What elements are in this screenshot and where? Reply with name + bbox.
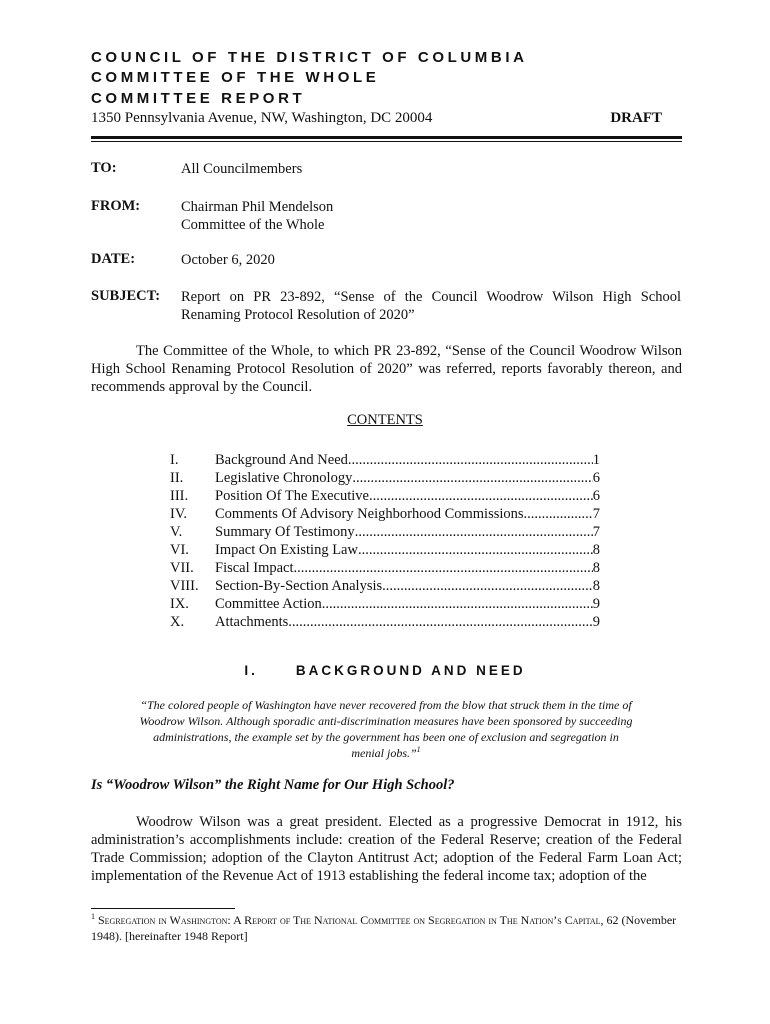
report-type: COMMITTEE REPORT bbox=[91, 90, 306, 107]
toc-leader-dots bbox=[322, 595, 593, 613]
toc-item[interactable] bbox=[170, 541, 600, 559]
footnote-detail: , 62 (November 1948). [hereinafter 1948 Report] bbox=[91, 913, 677, 943]
toc-item-title: Section-By-Section Analysis bbox=[215, 578, 383, 594]
section-title: BACKGROUND AND NEED bbox=[295, 663, 526, 678]
toc-item[interactable] bbox=[170, 523, 600, 541]
toc-item-page: 7 bbox=[592, 524, 600, 540]
council-title: COUNCIL OF THE DISTRICT OF COLUMBIA bbox=[91, 49, 528, 66]
date-label: DATE: bbox=[91, 251, 136, 267]
toc-item-page: 8 bbox=[592, 578, 600, 594]
footnote bbox=[91, 912, 682, 944]
toc-leader-dots bbox=[369, 487, 593, 505]
quote-text: “The colored people of Washington have never recovered from the blow that struck them in the time of Woodrow Wilson. Although sporadic anti-discrimination measures have been sponsored by succeeding administrations, the example set by the government has been one of exclusion and segregation in menial jobs.” bbox=[139, 698, 633, 760]
to-value: All Councilmembers bbox=[181, 161, 303, 177]
toc-leader-dots bbox=[355, 523, 593, 541]
toc-item-page: 9 bbox=[592, 614, 600, 630]
to-label: TO: bbox=[91, 160, 117, 176]
toc-item-number: VI. bbox=[170, 542, 189, 558]
from-label: FROM: bbox=[91, 198, 141, 214]
toc-leader-dots bbox=[524, 505, 593, 523]
footnote-source: Segregation in Washington: A Report of The National Committee on Segregation in The Nation’s Capital bbox=[98, 913, 601, 927]
toc-item-page: 8 bbox=[592, 542, 600, 558]
draft-label: DRAFT bbox=[610, 110, 662, 126]
toc-item-title: Summary Of Testimony bbox=[215, 524, 355, 540]
toc-item[interactable] bbox=[170, 613, 600, 631]
toc-item-number: I. bbox=[170, 452, 179, 468]
toc-item-number: IV. bbox=[170, 506, 188, 522]
toc-item-title: Background And Need bbox=[215, 452, 348, 468]
toc-item-number: II. bbox=[170, 470, 184, 486]
toc-item-title: Legislative Chronology bbox=[215, 470, 353, 486]
toc-item[interactable] bbox=[170, 559, 600, 577]
intro-paragraph: The Committee of the Whole, to which PR 23-892, “Sense of the Council Woodrow Wilson High School Renaming Protocol Resolution of 2020” was referred, reports favorably thereon, and recommends approval by the Council. bbox=[91, 343, 682, 395]
subheading: Is “Woodrow Wilson” the Right Name for Our High School? bbox=[91, 777, 455, 793]
header-rule-thin bbox=[91, 141, 682, 142]
toc-item[interactable] bbox=[170, 451, 600, 469]
header-rule-thick bbox=[91, 136, 682, 139]
toc-item-number: VII. bbox=[170, 560, 194, 576]
toc-leader-dots bbox=[348, 451, 593, 469]
toc-item-page: 6 bbox=[592, 488, 600, 504]
toc-item-number: IX. bbox=[170, 596, 189, 612]
toc-item[interactable] bbox=[170, 487, 600, 505]
toc-item-page: 7 bbox=[592, 506, 600, 522]
toc-leader-dots bbox=[352, 469, 592, 487]
toc-item-title: Comments Of Advisory Neighborhood Commissions bbox=[215, 506, 524, 522]
subject-value: Report on PR 23-892, “Sense of the Council Woodrow Wilson High School Renaming Protocol Resolution of 2020” bbox=[181, 289, 681, 323]
toc-item[interactable] bbox=[170, 505, 600, 523]
table-of-contents bbox=[170, 451, 600, 631]
footnote-marker: 1 bbox=[91, 912, 95, 921]
footnote-reference[interactable]: 1 bbox=[416, 745, 421, 754]
toc-leader-dots bbox=[358, 541, 593, 559]
date-value: October 6, 2020 bbox=[181, 252, 275, 268]
toc-item-page: 1 bbox=[592, 452, 600, 468]
toc-leader-dots bbox=[382, 577, 593, 595]
toc-item-title: Committee Action bbox=[215, 596, 322, 612]
toc-item-title: Fiscal Impact bbox=[215, 560, 294, 576]
body-paragraph: Woodrow Wilson was a great president. Elected as a progressive Democrat in 1912, his administration’s accomplishments include: creation of the Federal Reserve; creation of the Federal Trade Commission; adoption of the Clayton Antitrust Act; adoption of the Federal Farm Loan Act; implementation of the Revenue Act of 1913 establishing the federal income tax; adoption of the bbox=[91, 814, 682, 884]
toc-item-title: Attachments bbox=[215, 614, 289, 630]
section-heading bbox=[0, 663, 770, 678]
toc-item-number: X. bbox=[170, 614, 185, 630]
toc-item[interactable] bbox=[170, 595, 600, 613]
footnote-divider bbox=[91, 908, 235, 909]
from-committee: Committee of the Whole bbox=[181, 217, 325, 233]
toc-item[interactable] bbox=[170, 469, 600, 487]
toc-item-page: 8 bbox=[592, 560, 600, 576]
toc-item-number: VIII. bbox=[170, 578, 199, 594]
toc-item-title: Impact On Existing Law bbox=[215, 542, 358, 558]
address: 1350 Pennsylvania Avenue, NW, Washington, DC 20004 bbox=[91, 110, 433, 126]
committee-title: COMMITTEE OF THE WHOLE bbox=[91, 69, 380, 86]
section-number: I. bbox=[244, 663, 258, 678]
toc-item-page: 9 bbox=[592, 596, 600, 612]
toc-leader-dots bbox=[294, 559, 593, 577]
contents-title: CONTENTS bbox=[347, 412, 423, 428]
toc-item-title: Position Of The Executive bbox=[215, 488, 369, 504]
from-name: Chairman Phil Mendelson bbox=[181, 199, 334, 215]
subject-label: SUBJECT: bbox=[91, 288, 161, 304]
toc-item-page: 6 bbox=[592, 470, 600, 486]
toc-leader-dots bbox=[288, 613, 592, 631]
epigraph-quote bbox=[136, 697, 636, 761]
toc-item[interactable] bbox=[170, 577, 600, 595]
toc-item-number: V. bbox=[170, 524, 183, 540]
toc-item-number: III. bbox=[170, 488, 189, 504]
